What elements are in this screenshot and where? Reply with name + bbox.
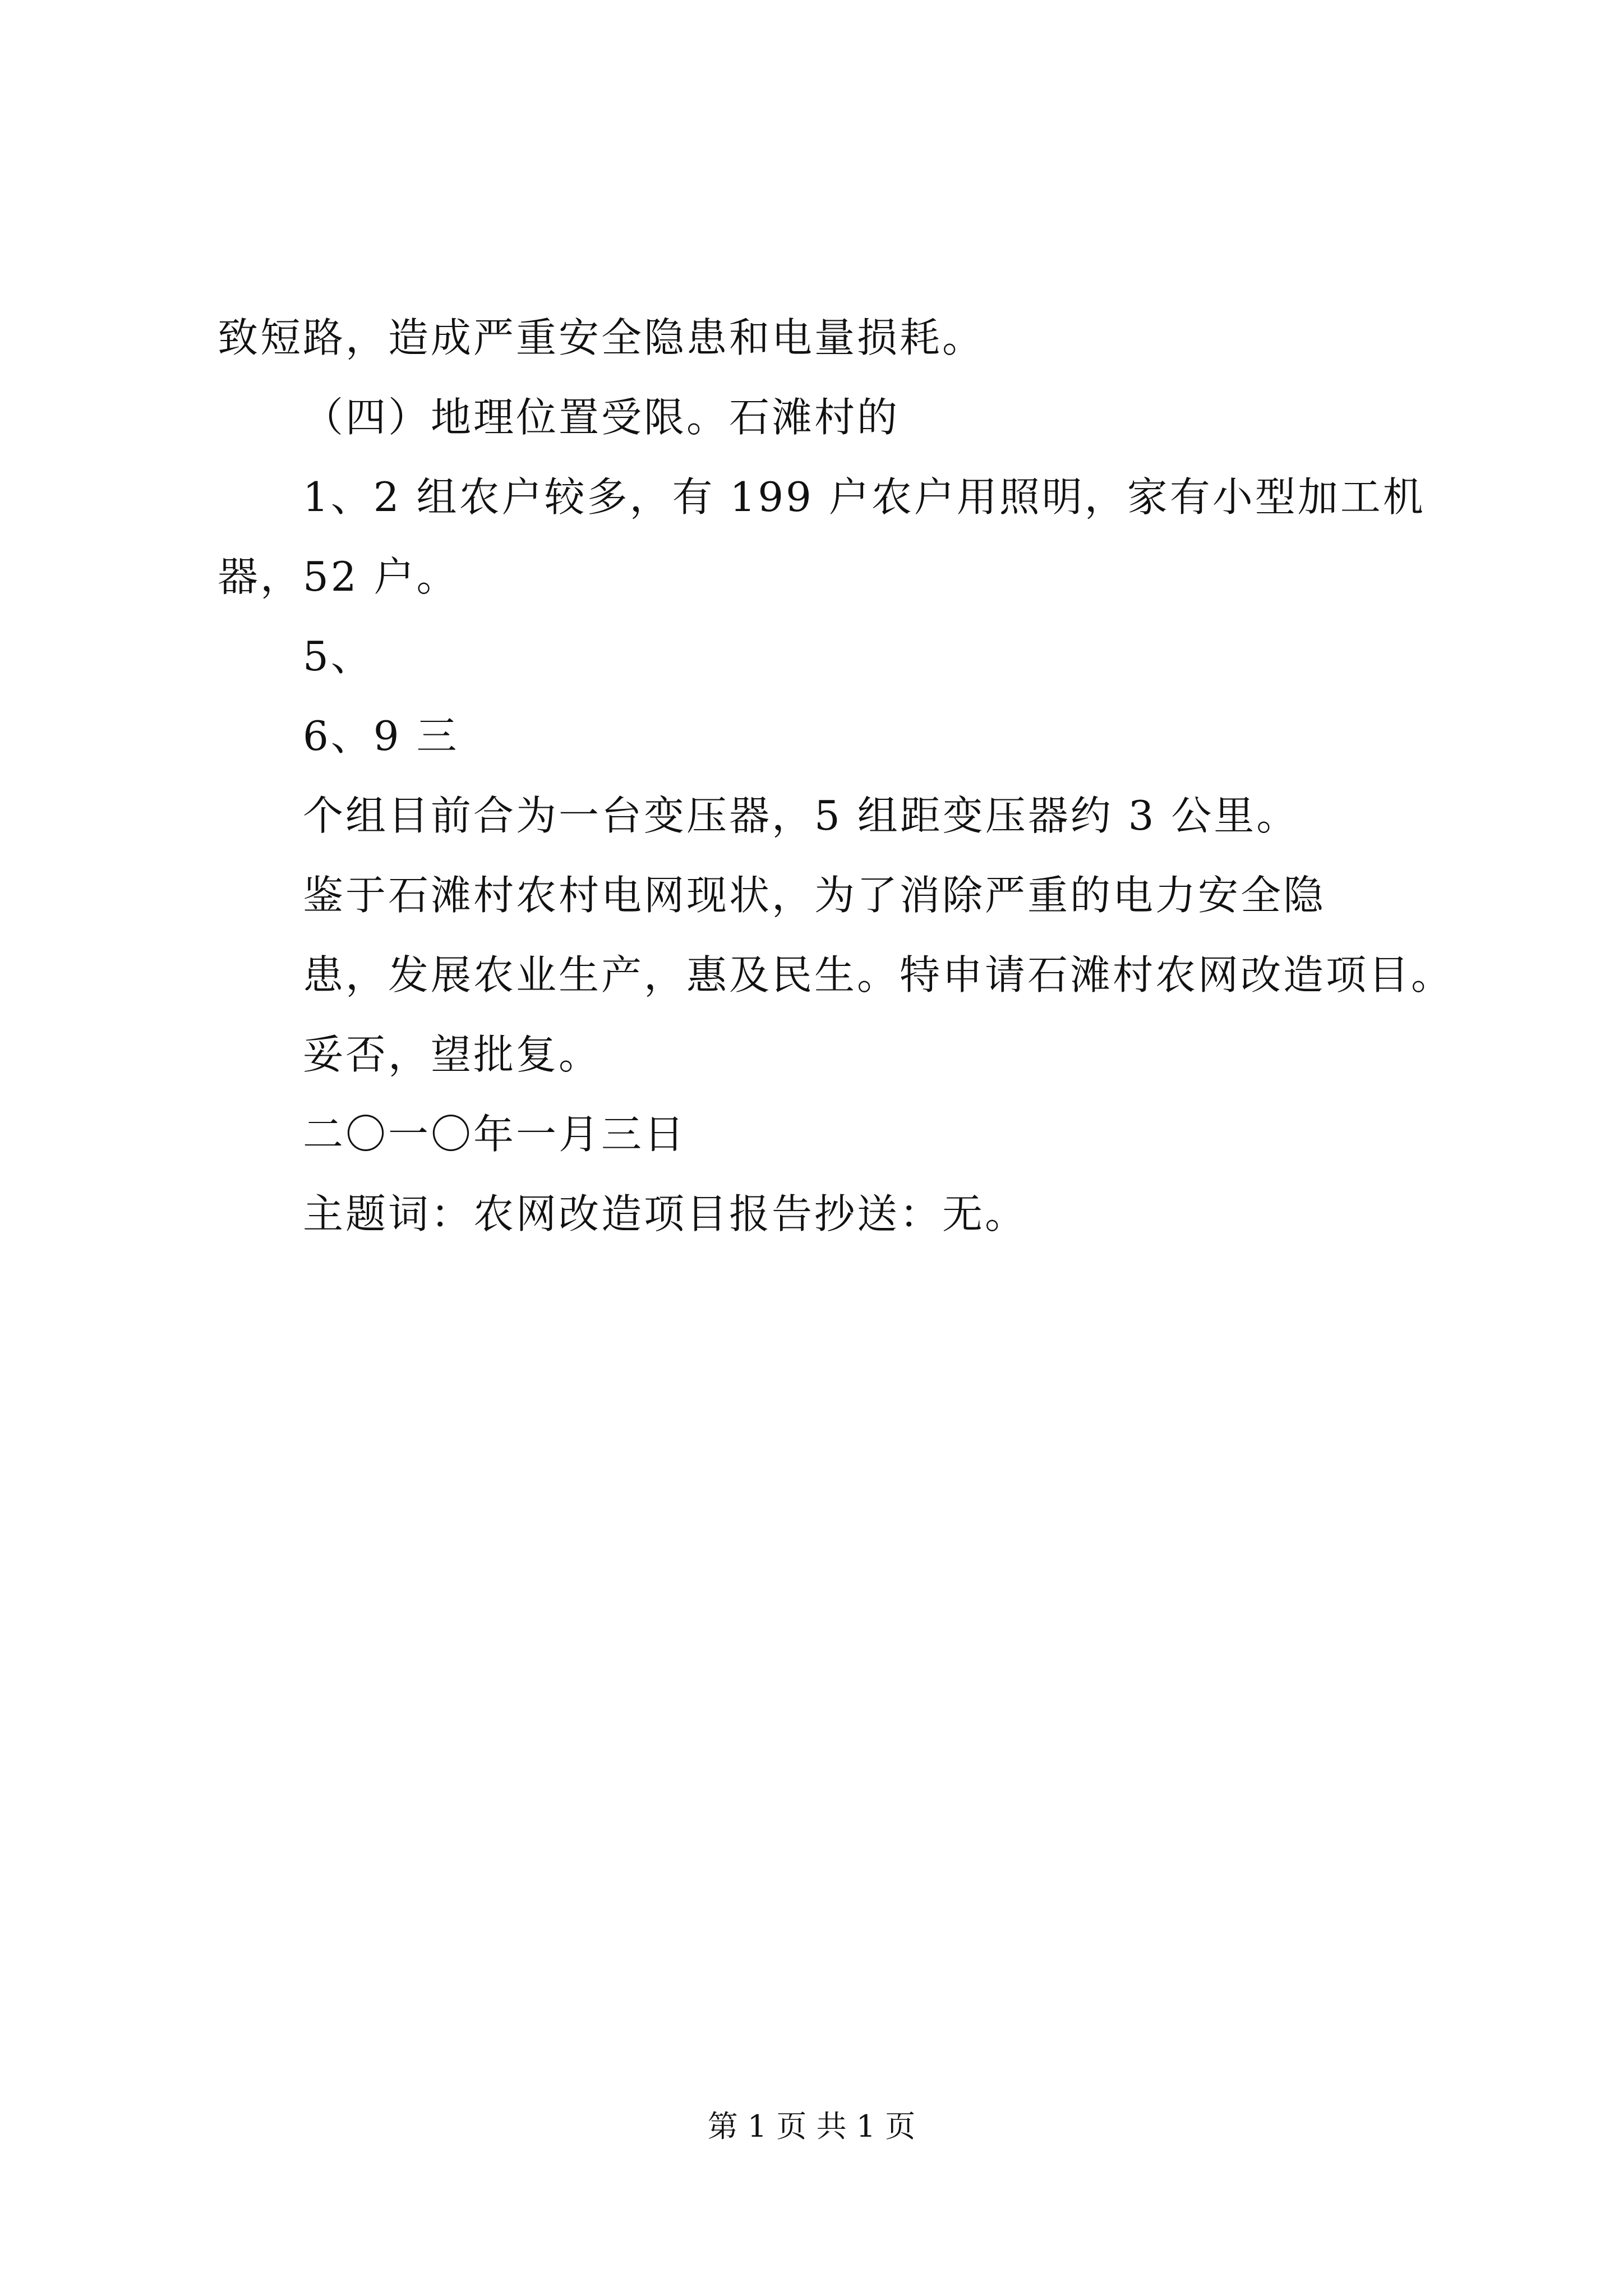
paragraph-line-2: （四）地理位置受限。石滩村的	[303, 394, 900, 441]
paragraph-line-10: 妥否，望批复。	[303, 1031, 602, 1078]
paragraph-line-8: 鉴于石滩村农村电网现状，为了消除严重的电力安全隐	[303, 872, 1326, 919]
date-line: 二〇一〇年一月三日	[303, 1111, 687, 1158]
paragraph-line-1: 致短路，造成严重安全隐患和电量损耗。	[218, 314, 985, 361]
subject-words-line: 主题词：农网改造项目报告抄送：无。	[303, 1190, 1028, 1237]
paragraph-line-5: 5、	[303, 633, 374, 680]
paragraph-line-6: 6、9 三	[303, 712, 459, 760]
paragraph-line-4: 器，52 户。	[218, 553, 459, 600]
page-footer: 第 1 页 共 1 页	[707, 2109, 916, 2144]
paragraph-line-7: 个组目前合为一台变压器，5 组距变压器约 3 公里。	[303, 792, 1299, 839]
paragraph-line-9: 患，发展农业生产，惠及民生。特申请石滩村农网改造项目。	[303, 951, 1454, 999]
paragraph-line-3: 1、2 组农户较多，有 199 户农户用照明，家有小型加工机	[303, 473, 1426, 521]
